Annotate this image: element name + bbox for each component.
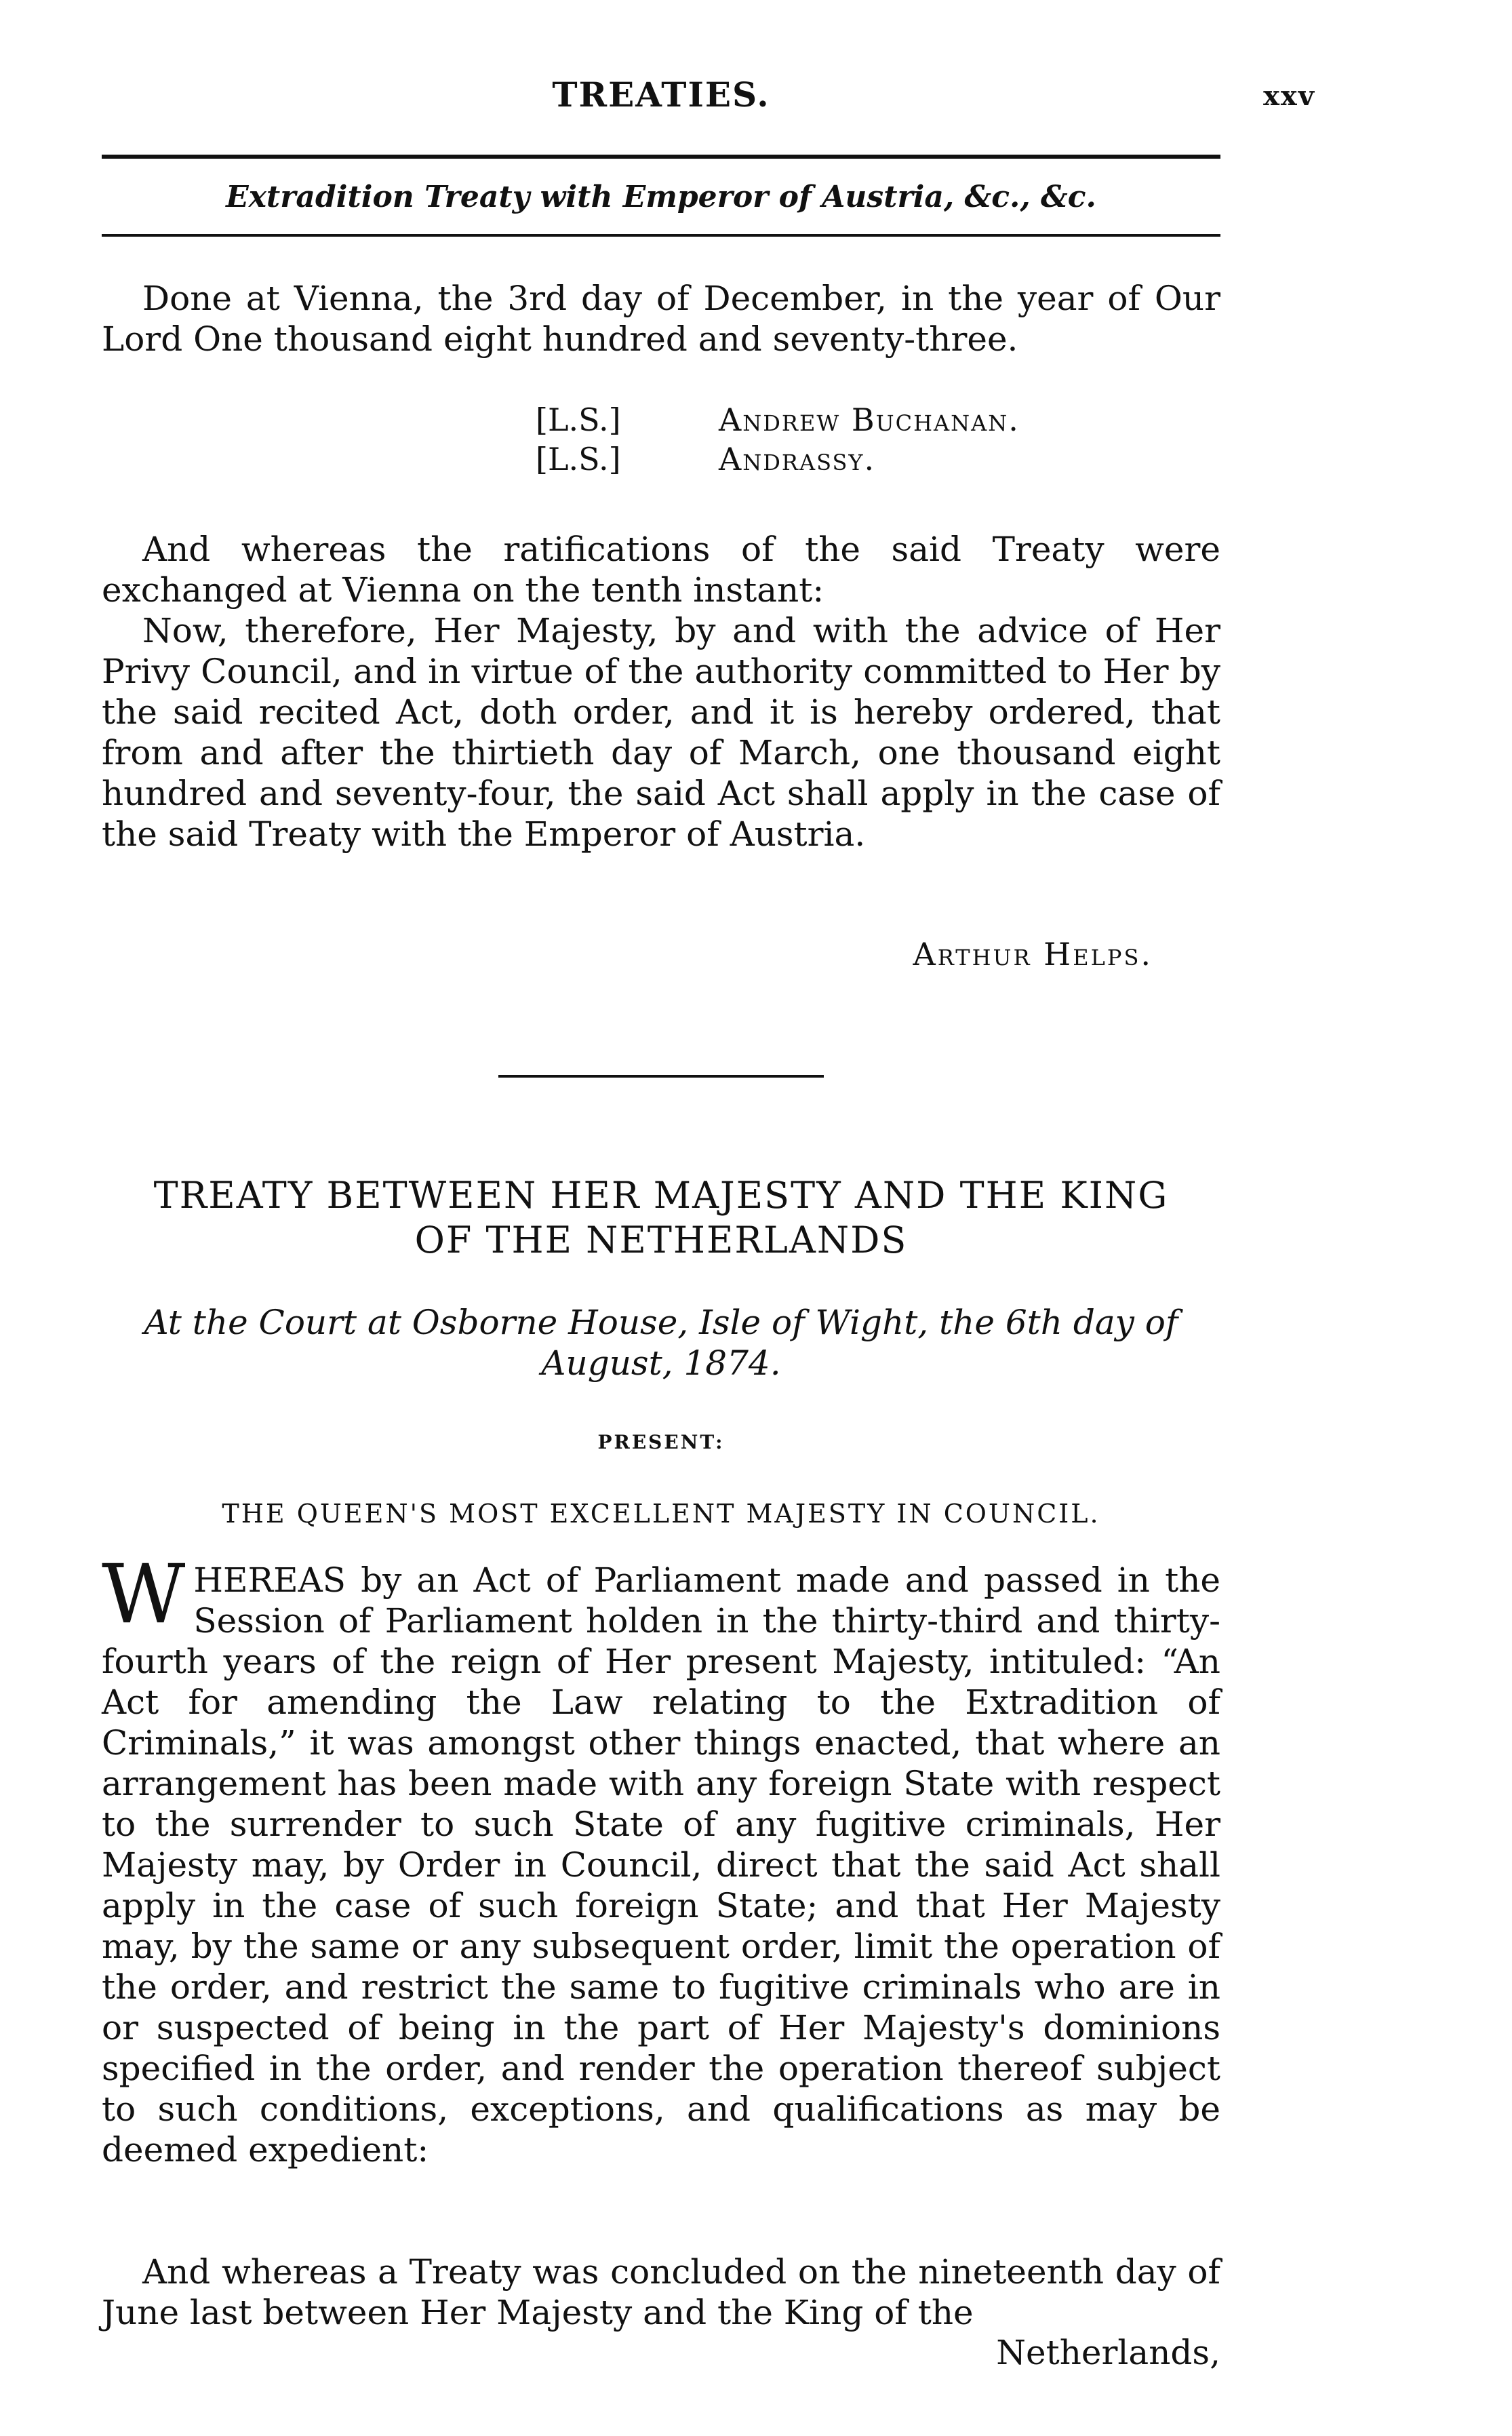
treaty-concluded-paragraph: And whereas a Treaty was concluded on the nineteenth day of June last between Her Majesty and the King of the: [102, 2252, 1220, 2332]
seal-mark: [L.S.]: [536, 441, 621, 477]
header-rule-bottom: [102, 234, 1220, 237]
whereas-paragraph: WHEREAS by an Act of Parliament made and passed in the Session of Parliament holden in the thirty-third and thirty-fourth years of the reign of Her present Majesty, intituled: “An Act for amending the Law relating to the Extradition of Criminals,” it was amongst other things enacted, that where an arrangement has been made with any foreign State with respect to the surrender to such State of any fugitive criminals, Her Majesty may, by Order in Council, direct that the said Act shall apply in the case of such foreign State; and that Her Majesty may, by the same or any subsequent order, limit the operation of the order, and restrict the same to fugitive criminals who are in or suspected of being in the part of Her Majesty's dominions specified in the order, and render the operation thereof subject to such conditions, exceptions, and qualifications as may be deemed expedient:: [102, 1548, 1220, 2169]
done-at-paragraph: Done at Vienna, the 3rd day of December, in the year of Our Lord One thousand eight hundred and seventy-three.: [102, 279, 1220, 359]
signatory-name: Andrew Buchanan.: [719, 401, 1020, 438]
continued-word: Netherlands,: [996, 2333, 1220, 2372]
court-line: At the Court at Osborne House, Isle of Wight, the 6th day of: [144, 1303, 1178, 1342]
running-head: [102, 75, 1315, 115]
signatory-row: [536, 439, 1020, 479]
drop-cap: W: [102, 1548, 186, 1642]
running-title: TREATIES.: [552, 75, 770, 115]
page-number: xxv: [1263, 80, 1315, 112]
order-paragraph: Now, therefore, Her Majesty, by and with the advice of Her Privy Council, and in virtue of the authority committed to Her by the said recited Act, doth order, and it is hereby ordered, that from and after the thirtieth day of March, one thousand eight hundred and seventy-four, the said Act shall apply in the case of the said Treaty with the Emperor of Austria.: [102, 611, 1220, 854]
treaty-title-line: TREATY BETWEEN HER MAJESTY AND THE KING: [153, 1174, 1169, 1217]
running-subhead: Extradition Treaty with Emperor of Austria, &c., &c.: [226, 180, 1096, 214]
page: [102, 0, 1315, 2436]
court-line: August, 1874.: [541, 1343, 781, 1383]
section-separator: [498, 1075, 824, 1078]
court-dateline: [102, 1302, 1220, 1383]
header-rule-top: [102, 155, 1220, 159]
council-line: THE QUEEN'S MOST EXCELLENT MAJESTY IN COUNCIL.: [222, 1499, 1100, 1529]
signatory-row: [536, 400, 1020, 439]
signatory-name: Andrassy.: [719, 441, 876, 477]
ratifications-paragraph: And whereas the ratifications of the said Treaty were exchanged at Vienna on the tenth instant:: [102, 530, 1220, 610]
present-label: PRESENT:: [597, 1431, 725, 1453]
clerk-signature: Arthur Helps.: [913, 936, 1153, 973]
treaty-title-line: OF THE NETHERLANDS: [414, 1219, 908, 1261]
seal-mark: [L.S.]: [536, 401, 621, 438]
signatories-block: [536, 400, 1020, 479]
treaty-title: [102, 1173, 1220, 1263]
